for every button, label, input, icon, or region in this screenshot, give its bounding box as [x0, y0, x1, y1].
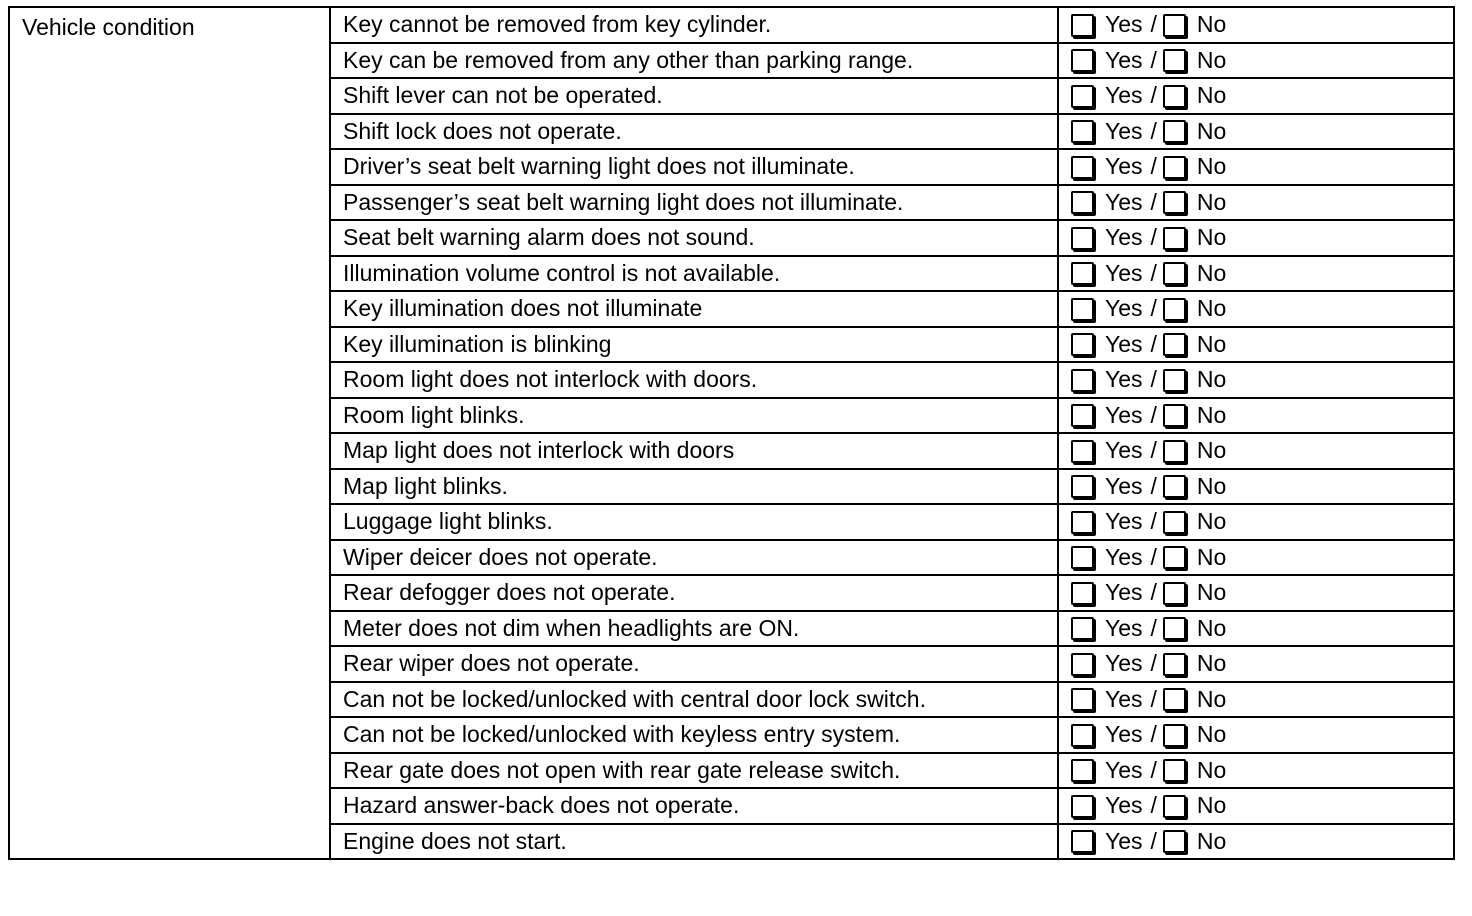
- condition-description: Map light blinks.: [330, 469, 1058, 505]
- yes-no-options: [1071, 261, 1453, 285]
- no-checkbox[interactable]: [1163, 546, 1186, 569]
- no-label: No: [1196, 117, 1227, 144]
- no-checkbox[interactable]: [1163, 49, 1186, 72]
- condition-description: Rear wiper does not operate.: [330, 646, 1058, 682]
- yes-label: Yes: [1105, 46, 1143, 73]
- answer-cell: [1058, 78, 1454, 114]
- answer-cell: [1058, 575, 1454, 611]
- yes-label: Yes: [1105, 295, 1143, 322]
- answer-cell: [1058, 611, 1454, 647]
- option-separator: /: [1150, 472, 1157, 499]
- answer-cell: [1058, 433, 1454, 469]
- answer-cell: [1058, 824, 1454, 860]
- yes-checkbox[interactable]: [1071, 404, 1094, 427]
- no-checkbox[interactable]: [1163, 617, 1186, 640]
- no-checkbox[interactable]: [1163, 14, 1186, 37]
- yes-no-options: [1071, 332, 1453, 356]
- condition-description: Rear gate does not open with rear gate release switch.: [330, 753, 1058, 789]
- yes-checkbox[interactable]: [1071, 14, 1094, 37]
- answer-cell: [1058, 149, 1454, 185]
- condition-description: Shift lock does not operate.: [330, 114, 1058, 150]
- yes-no-options: [1071, 794, 1453, 818]
- yes-checkbox[interactable]: [1071, 653, 1094, 676]
- no-checkbox[interactable]: [1163, 653, 1186, 676]
- condition-description: Map light does not interlock with doors: [330, 433, 1058, 469]
- yes-label: Yes: [1105, 11, 1143, 38]
- option-separator: /: [1150, 827, 1157, 854]
- yes-checkbox[interactable]: [1071, 617, 1094, 640]
- no-checkbox[interactable]: [1163, 156, 1186, 179]
- no-checkbox[interactable]: [1163, 333, 1186, 356]
- answer-cell: [1058, 43, 1454, 79]
- no-checkbox[interactable]: [1163, 120, 1186, 143]
- condition-description: Key illumination is blinking: [330, 327, 1058, 363]
- yes-checkbox[interactable]: [1071, 546, 1094, 569]
- yes-label: Yes: [1105, 188, 1143, 215]
- yes-no-options: [1071, 723, 1453, 747]
- option-separator: /: [1150, 614, 1157, 641]
- yes-no-options: [1071, 581, 1453, 605]
- no-checkbox[interactable]: [1163, 298, 1186, 321]
- no-label: No: [1196, 224, 1227, 251]
- no-label: No: [1196, 188, 1227, 215]
- answer-cell: [1058, 753, 1454, 789]
- condition-description: Hazard answer-back does not operate.: [330, 788, 1058, 824]
- no-checkbox[interactable]: [1163, 85, 1186, 108]
- no-checkbox[interactable]: [1163, 369, 1186, 392]
- no-label: No: [1196, 614, 1227, 641]
- no-label: No: [1196, 827, 1227, 854]
- option-separator: /: [1150, 685, 1157, 712]
- option-separator: /: [1150, 153, 1157, 180]
- yes-label: Yes: [1105, 330, 1143, 357]
- yes-checkbox[interactable]: [1071, 475, 1094, 498]
- condition-description: Can not be locked/unlocked with keyless entry system.: [330, 717, 1058, 753]
- yes-label: Yes: [1105, 366, 1143, 393]
- no-label: No: [1196, 650, 1227, 677]
- yes-checkbox[interactable]: [1071, 511, 1094, 534]
- yes-label: Yes: [1105, 259, 1143, 286]
- yes-checkbox[interactable]: [1071, 262, 1094, 285]
- answer-cell: [1058, 469, 1454, 505]
- no-checkbox[interactable]: [1163, 227, 1186, 250]
- no-checkbox[interactable]: [1163, 191, 1186, 214]
- yes-no-options: [1071, 155, 1453, 179]
- yes-checkbox[interactable]: [1071, 333, 1094, 356]
- yes-no-options: [1071, 297, 1453, 321]
- yes-label: Yes: [1105, 508, 1143, 535]
- yes-checkbox[interactable]: [1071, 369, 1094, 392]
- yes-label: Yes: [1105, 756, 1143, 783]
- yes-checkbox[interactable]: [1071, 830, 1094, 853]
- yes-no-options: [1071, 368, 1453, 392]
- yes-checkbox[interactable]: [1071, 191, 1094, 214]
- yes-checkbox[interactable]: [1071, 688, 1094, 711]
- no-label: No: [1196, 508, 1227, 535]
- no-label: No: [1196, 82, 1227, 109]
- vehicle-condition-checklist: [8, 6, 1455, 860]
- option-separator: /: [1150, 543, 1157, 570]
- yes-label: Yes: [1105, 827, 1143, 854]
- condition-description: Shift lever can not be operated.: [330, 78, 1058, 114]
- checklist-row: [9, 7, 1454, 43]
- no-checkbox[interactable]: [1163, 830, 1186, 853]
- condition-description: Wiper deicer does not operate.: [330, 540, 1058, 576]
- no-label: No: [1196, 401, 1227, 428]
- yes-checkbox[interactable]: [1071, 227, 1094, 250]
- yes-label: Yes: [1105, 153, 1143, 180]
- no-checkbox[interactable]: [1163, 582, 1186, 605]
- yes-label: Yes: [1105, 650, 1143, 677]
- yes-checkbox[interactable]: [1071, 156, 1094, 179]
- no-label: No: [1196, 366, 1227, 393]
- no-checkbox[interactable]: [1163, 475, 1186, 498]
- condition-description: Illumination volume control is not available.: [330, 256, 1058, 292]
- no-checkbox[interactable]: [1163, 404, 1186, 427]
- yes-no-options: [1071, 403, 1453, 427]
- checklist-body: [9, 7, 1454, 859]
- no-label: No: [1196, 792, 1227, 819]
- condition-description: Key cannot be removed from key cylinder.: [330, 7, 1058, 43]
- option-separator: /: [1150, 650, 1157, 677]
- yes-no-options: [1071, 84, 1453, 108]
- option-separator: /: [1150, 721, 1157, 748]
- condition-description: Meter does not dim when headlights are ON.: [330, 611, 1058, 647]
- option-separator: /: [1150, 579, 1157, 606]
- yes-label: Yes: [1105, 543, 1143, 570]
- condition-description: Engine does not start.: [330, 824, 1058, 860]
- no-label: No: [1196, 11, 1227, 38]
- condition-description: Room light blinks.: [330, 398, 1058, 434]
- answer-cell: [1058, 504, 1454, 540]
- no-label: No: [1196, 472, 1227, 499]
- option-separator: /: [1150, 366, 1157, 393]
- answer-cell: [1058, 327, 1454, 363]
- answer-cell: [1058, 291, 1454, 327]
- yes-label: Yes: [1105, 579, 1143, 606]
- answer-cell: [1058, 646, 1454, 682]
- option-separator: /: [1150, 82, 1157, 109]
- answer-cell: [1058, 717, 1454, 753]
- condition-description: Passenger’s seat belt warning light does not illuminate.: [330, 185, 1058, 221]
- yes-checkbox[interactable]: [1071, 440, 1094, 463]
- answer-cell: [1058, 185, 1454, 221]
- yes-no-options: [1071, 13, 1453, 37]
- option-separator: /: [1150, 508, 1157, 535]
- no-checkbox[interactable]: [1163, 759, 1186, 782]
- option-separator: /: [1150, 330, 1157, 357]
- no-checkbox[interactable]: [1163, 440, 1186, 463]
- option-separator: /: [1150, 437, 1157, 464]
- yes-no-options: [1071, 226, 1453, 250]
- answer-cell: [1058, 256, 1454, 292]
- option-separator: /: [1150, 295, 1157, 322]
- condition-description: Room light does not interlock with doors.: [330, 362, 1058, 398]
- condition-description: Rear defogger does not operate.: [330, 575, 1058, 611]
- category-label: Vehicle condition: [9, 7, 330, 859]
- answer-cell: [1058, 540, 1454, 576]
- no-checkbox[interactable]: [1163, 795, 1186, 818]
- yes-label: Yes: [1105, 82, 1143, 109]
- yes-no-options: [1071, 687, 1453, 711]
- yes-checkbox[interactable]: [1071, 582, 1094, 605]
- yes-label: Yes: [1105, 117, 1143, 144]
- answer-cell: [1058, 220, 1454, 256]
- yes-label: Yes: [1105, 614, 1143, 641]
- option-separator: /: [1150, 188, 1157, 215]
- yes-checkbox[interactable]: [1071, 724, 1094, 747]
- answer-cell: [1058, 788, 1454, 824]
- condition-description: Can not be locked/unlocked with central door lock switch.: [330, 682, 1058, 718]
- no-label: No: [1196, 756, 1227, 783]
- option-separator: /: [1150, 117, 1157, 144]
- condition-description: Key illumination does not illuminate: [330, 291, 1058, 327]
- answer-cell: [1058, 7, 1454, 43]
- yes-checkbox[interactable]: [1071, 759, 1094, 782]
- no-label: No: [1196, 721, 1227, 748]
- no-checkbox[interactable]: [1163, 688, 1186, 711]
- yes-label: Yes: [1105, 437, 1143, 464]
- yes-label: Yes: [1105, 401, 1143, 428]
- yes-label: Yes: [1105, 685, 1143, 712]
- yes-no-options: [1071, 616, 1453, 640]
- yes-no-options: [1071, 48, 1453, 72]
- option-separator: /: [1150, 46, 1157, 73]
- condition-description: Seat belt warning alarm does not sound.: [330, 220, 1058, 256]
- no-label: No: [1196, 579, 1227, 606]
- no-label: No: [1196, 295, 1227, 322]
- yes-label: Yes: [1105, 224, 1143, 251]
- yes-no-options: [1071, 758, 1453, 782]
- yes-no-options: [1071, 119, 1453, 143]
- condition-description: Luggage light blinks.: [330, 504, 1058, 540]
- condition-description: Key can be removed from any other than parking range.: [330, 43, 1058, 79]
- option-separator: /: [1150, 401, 1157, 428]
- option-separator: /: [1150, 792, 1157, 819]
- option-separator: /: [1150, 259, 1157, 286]
- no-label: No: [1196, 153, 1227, 180]
- answer-cell: [1058, 682, 1454, 718]
- no-label: No: [1196, 543, 1227, 570]
- option-separator: /: [1150, 224, 1157, 251]
- no-checkbox[interactable]: [1163, 511, 1186, 534]
- yes-label: Yes: [1105, 472, 1143, 499]
- yes-no-options: [1071, 439, 1453, 463]
- no-label: No: [1196, 330, 1227, 357]
- yes-no-options: [1071, 510, 1453, 534]
- no-label: No: [1196, 685, 1227, 712]
- yes-label: Yes: [1105, 792, 1143, 819]
- no-label: No: [1196, 46, 1227, 73]
- answer-cell: [1058, 114, 1454, 150]
- answer-cell: [1058, 362, 1454, 398]
- yes-checkbox[interactable]: [1071, 120, 1094, 143]
- condition-description: Driver’s seat belt warning light does not illuminate.: [330, 149, 1058, 185]
- answer-cell: [1058, 398, 1454, 434]
- no-label: No: [1196, 259, 1227, 286]
- option-separator: /: [1150, 11, 1157, 38]
- yes-checkbox[interactable]: [1071, 49, 1094, 72]
- yes-checkbox[interactable]: [1071, 795, 1094, 818]
- yes-no-options: [1071, 474, 1453, 498]
- yes-checkbox[interactable]: [1071, 298, 1094, 321]
- yes-no-options: [1071, 652, 1453, 676]
- yes-no-options: [1071, 545, 1453, 569]
- yes-no-options: [1071, 829, 1453, 853]
- option-separator: /: [1150, 756, 1157, 783]
- yes-label: Yes: [1105, 721, 1143, 748]
- no-label: No: [1196, 437, 1227, 464]
- no-checkbox[interactable]: [1163, 262, 1186, 285]
- yes-no-options: [1071, 190, 1453, 214]
- no-checkbox[interactable]: [1163, 724, 1186, 747]
- yes-checkbox[interactable]: [1071, 85, 1094, 108]
